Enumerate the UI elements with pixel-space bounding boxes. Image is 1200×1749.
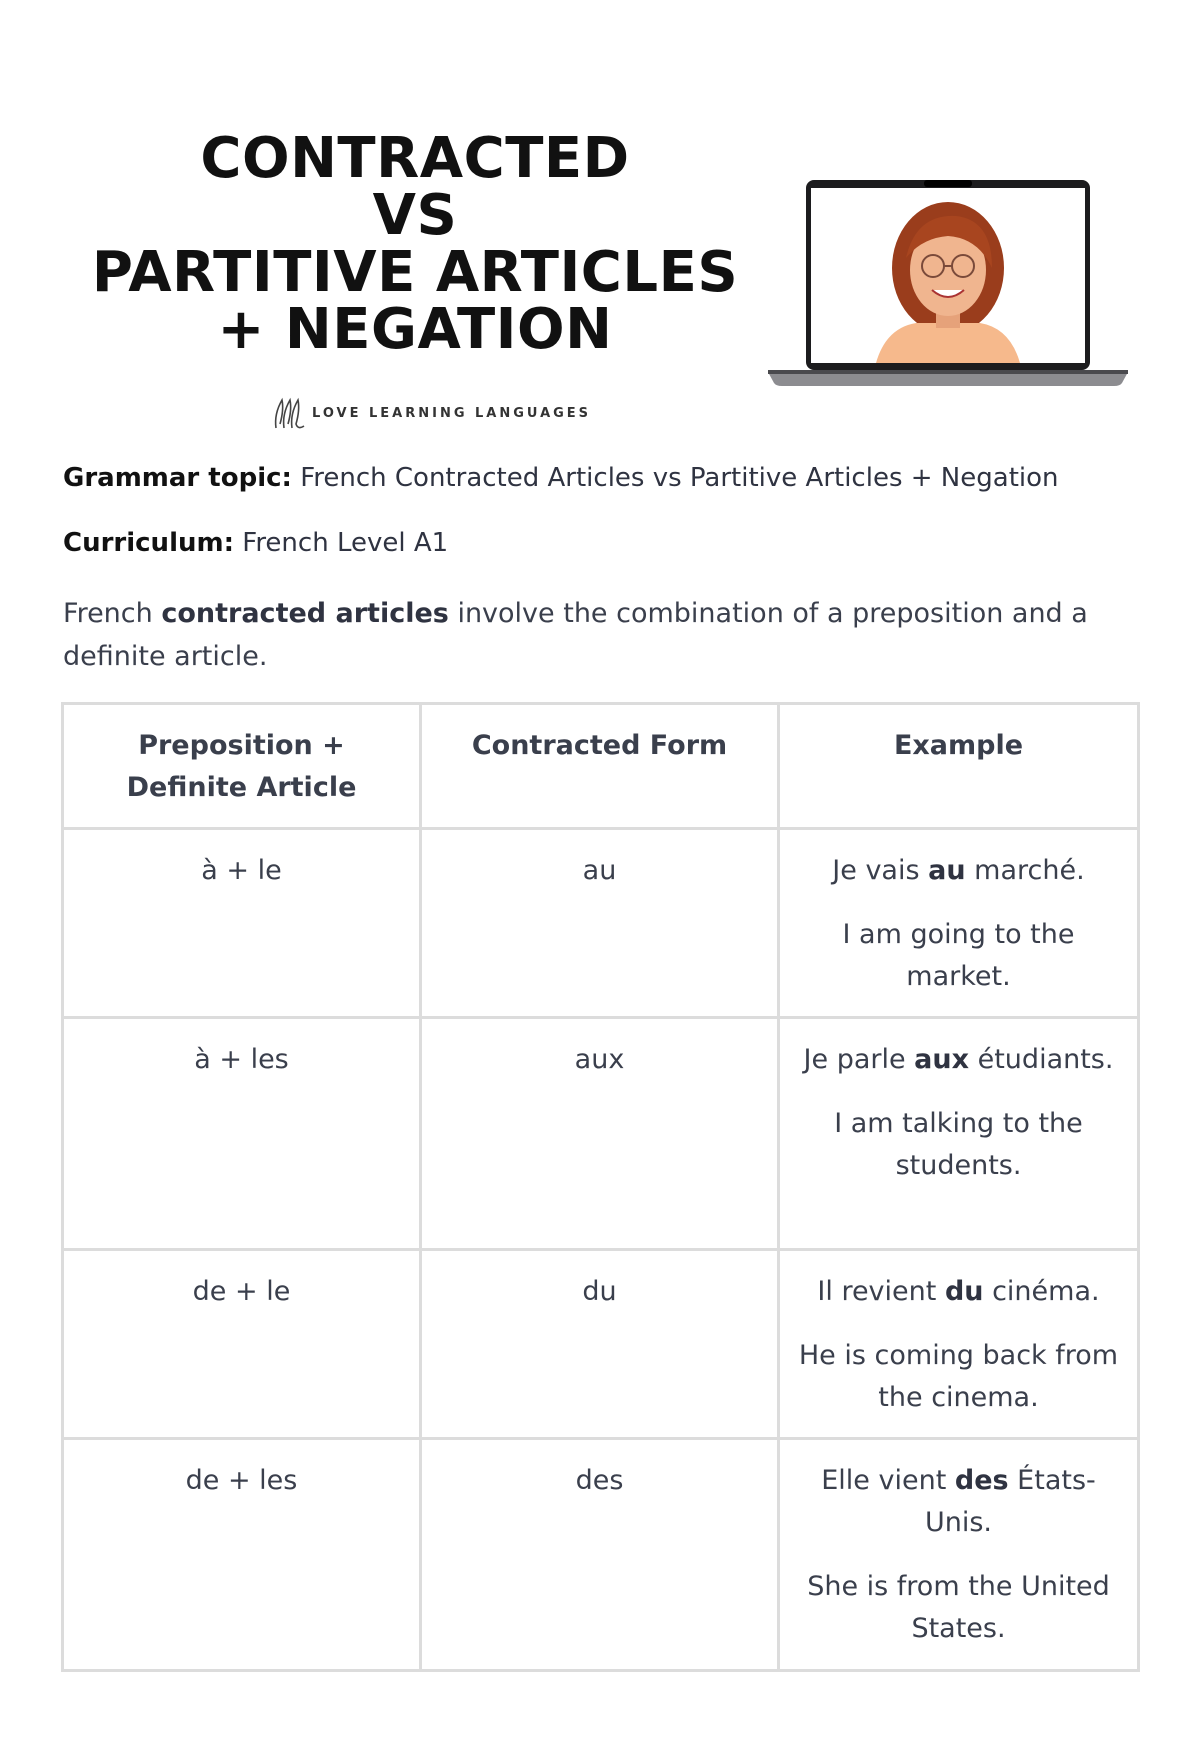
french-example: Je parle aux étudiants. xyxy=(803,1044,1114,1075)
french-example: Je vais au marché. xyxy=(832,855,1085,886)
curriculum-label: Curriculum: xyxy=(63,528,234,558)
table-row xyxy=(63,829,1139,1018)
example-cell xyxy=(779,1018,1139,1250)
english-translation: She is from the United States. xyxy=(807,1571,1110,1644)
brand-logo xyxy=(272,393,591,433)
intro-paragraph xyxy=(63,592,1143,678)
page-title xyxy=(60,126,770,362)
contracted-form-cell: des xyxy=(421,1439,779,1671)
laptop-photo-illustration xyxy=(766,178,1130,393)
grammar-topic-label: Grammar topic: xyxy=(63,463,292,493)
contracted-form-cell: du xyxy=(421,1250,779,1439)
title-line: PARTITIVE ARTICLES xyxy=(91,240,739,305)
intro-text: involve the combination of a preposition and a definite article. xyxy=(63,598,1088,672)
brand-name: LOVE LEARNING LANGUAGES xyxy=(312,405,592,421)
contracted-form-cell: au xyxy=(421,829,779,1018)
table-row xyxy=(63,1250,1139,1439)
french-example: Il revient du cinéma. xyxy=(817,1276,1100,1307)
preposition-cell: à + les xyxy=(63,1018,421,1250)
title-line: CONTRACTED xyxy=(200,126,630,191)
preposition-cell: de + le xyxy=(63,1250,421,1439)
table-header-row xyxy=(63,704,1139,829)
english-translation: I am going to the market. xyxy=(842,919,1075,992)
example-cell xyxy=(779,1250,1139,1439)
table-row xyxy=(63,1018,1139,1250)
example-cell xyxy=(779,829,1139,1018)
french-example: Elle vient des États-Unis. xyxy=(821,1465,1096,1538)
brand-swirl-icon xyxy=(272,394,306,432)
grammar-topic xyxy=(63,463,1059,493)
intro-text: French xyxy=(63,598,162,629)
table-row xyxy=(63,1439,1139,1671)
grammar-topic-value: French Contracted Articles vs Partitive Articles + Negation xyxy=(291,463,1059,493)
curriculum-value: French Level A1 xyxy=(233,528,449,558)
preposition-cell: de + les xyxy=(63,1439,421,1671)
column-header: Contracted Form xyxy=(421,704,779,829)
title-line: VS xyxy=(372,183,458,248)
contracted-articles-table xyxy=(61,702,1140,1672)
intro-bold: contracted articles xyxy=(161,598,449,629)
english-translation: I am talking to the students. xyxy=(834,1108,1083,1181)
english-translation: He is coming back from the cinema. xyxy=(798,1340,1119,1413)
column-header: Example xyxy=(779,704,1139,829)
title-line: + NEGATION xyxy=(217,297,613,362)
curriculum xyxy=(63,528,448,558)
contracted-form-cell: aux xyxy=(421,1018,779,1250)
column-header: Preposition + Definite Article xyxy=(63,704,421,829)
preposition-cell: à + le xyxy=(63,829,421,1018)
example-cell xyxy=(779,1439,1139,1671)
